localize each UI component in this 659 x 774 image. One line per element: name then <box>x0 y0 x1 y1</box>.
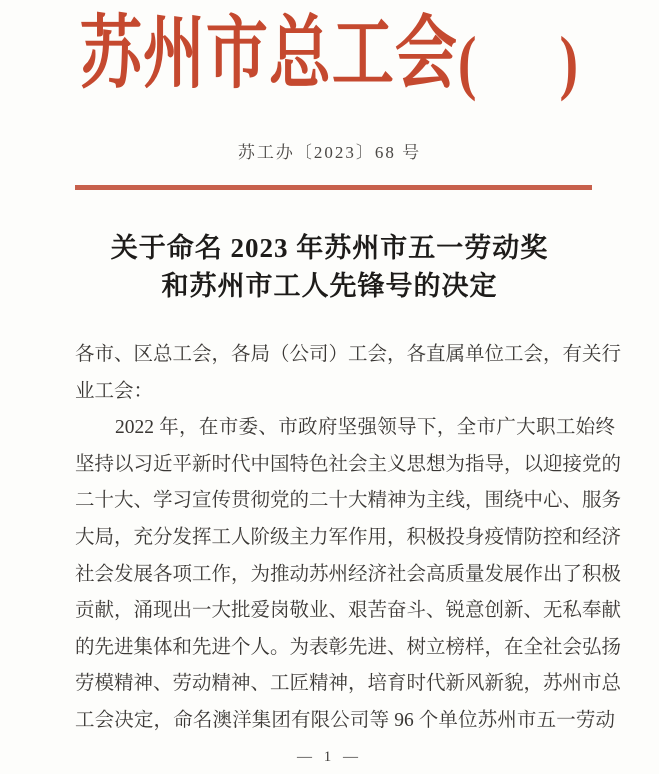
body-line: 二十大、学习宣传贯彻党的二十大精神为主线，围绕中心、服务 <box>75 490 622 512</box>
body-line: 坚持以习近平新时代中国特色社会主义思想为指导，以迎接党的 <box>75 453 622 475</box>
page-number: — 1 — <box>297 749 362 765</box>
body-line: 2022 年，在市委、市政府坚强领导下，全市广大职工始终 <box>115 417 615 439</box>
salutation-line: 业工会： <box>75 380 154 402</box>
body-line: 劳模精神、劳动精神、工匠精神，培育时代新风新貌，苏州市总 <box>75 673 622 695</box>
masthead-paren-open: ( <box>457 23 478 103</box>
body-line: 大局，充分发挥工人阶级主力军作用，积极投身疫情防控和经济 <box>75 526 622 548</box>
masthead <box>0 0 659 112</box>
body-line: 贡献，涌现出一大批爱岗敬业、艰苦奋斗、锐意创新、无私奉献 <box>75 600 622 622</box>
document-number: 苏工办〔2023〕68 号 <box>237 143 422 162</box>
red-divider-line <box>75 185 592 190</box>
salutation-line: 各市、区总工会，各局（公司）工会，各直属单位工会，有关行 <box>75 344 622 365</box>
masthead-line <box>80 1 579 116</box>
document-title-line-1: 关于命名 2023 年苏州市五一劳动奖 <box>110 233 549 263</box>
body-line: 的先进集体和先进个人。为表彰先进、树立榜样，在全社会弘扬 <box>75 636 622 658</box>
masthead-paren-close: ) <box>559 23 580 103</box>
document-body <box>75 337 622 740</box>
document-title <box>0 229 659 305</box>
body-line: 社会发展各项工作，为推动苏州经济社会高质量发展作出了积极 <box>75 563 622 585</box>
body-line: 工会决定，命名澳洋集团有限公司等 96 个单位苏州市五一劳动 <box>75 709 615 731</box>
document-title-line-2: 和苏州市工人先锋号的决定 <box>161 271 498 301</box>
org-name: 苏州市总工会 <box>79 11 458 99</box>
